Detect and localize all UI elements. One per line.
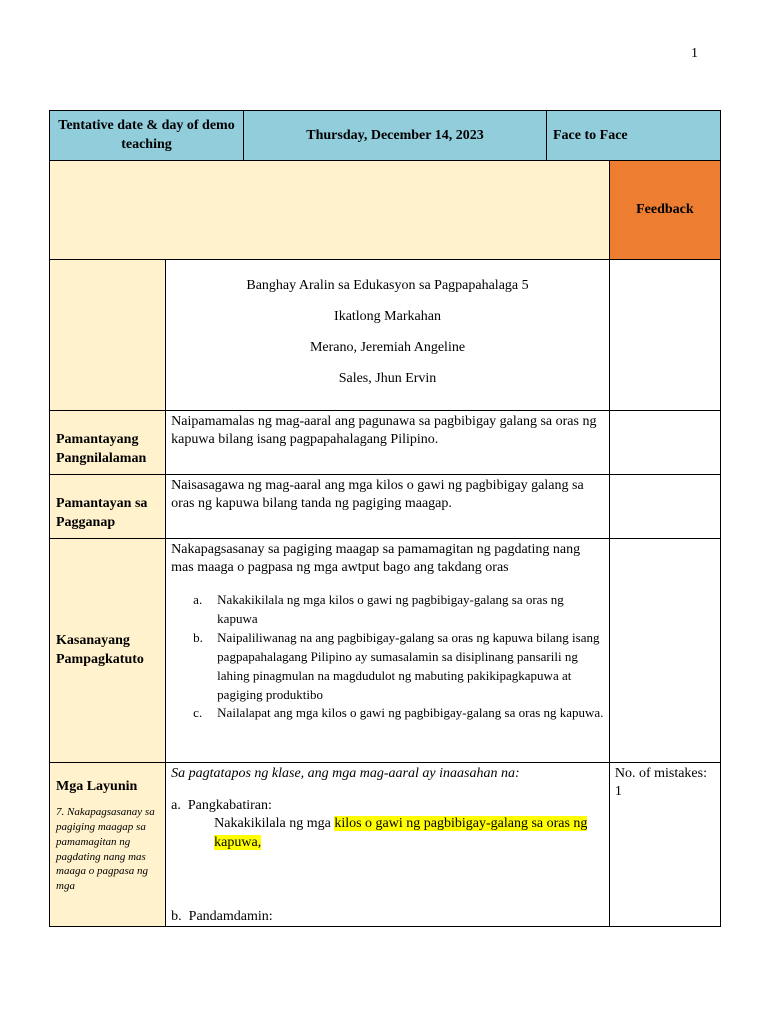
page-number: 1 — [691, 46, 698, 61]
competency-label: Kasanayang Pampagkatuto — [50, 539, 166, 763]
performance-standard-feedback — [609, 475, 720, 539]
plan-quarter: Ikatlong Markahan — [334, 309, 441, 324]
content-standard-feedback — [609, 411, 720, 475]
plan-info-row — [50, 260, 721, 411]
objective-a: a. Pangkabatiran: — [171, 798, 272, 814]
performance-standard-row — [50, 475, 721, 539]
lesson-plan-document — [49, 110, 721, 927]
competency-row — [50, 539, 721, 763]
content-standard-label: Pamantayang Pangnilalaman — [50, 411, 166, 475]
date-value: Thursday, December 14, 2023 — [244, 111, 547, 161]
competency-list — [171, 591, 604, 723]
competency-cell — [166, 539, 610, 763]
content-standard-row — [50, 411, 721, 475]
header-table — [49, 110, 721, 161]
objective-a-text: Nakakikilala ng mga kilos o gawi ng pagbibigay-galang sa oras ng kapuwa, — [214, 816, 588, 850]
plan-info-cell — [166, 260, 610, 411]
objective-b: b. Pandamdamin: — [171, 908, 273, 924]
feedback-header-row — [50, 161, 721, 260]
content-standard-text: Naipamamalas ng mag-aaral ang pagunawa sa pagbibigay galang sa oras ng kapuwa bilang isang pagpapahalagang Pilipino. — [166, 411, 610, 475]
objectives-intro: Sa pagtatapos ng klase, ang mga mag-aaral ay inaasahan na: — [171, 766, 520, 781]
list-item: b. Naipaliliwanag na ang pagbibigay-galang sa oras ng kapuwa bilang isang pagpapahalagang Pilipino ay sumasalamin sa disiplinang pansarili ng lahing pinagmulan na magdudulot ng mabuting pakikipagkapuwa at pagiging produktibo — [193, 630, 600, 702]
competency-feedback — [609, 539, 720, 763]
competency-intro: Nakapagsasanay sa pagiging maagap sa pamamagitan ng pagdating nang mas maaga o pagpasa ng mga awtput bago ang takdang oras — [171, 542, 581, 576]
list-item: c. Nailalapat ang mga kilos o gawi ng pagbibigay-galang sa oras ng kapuwa. — [193, 705, 604, 721]
plan-author-2: Sales, Jhun Ervin — [338, 371, 437, 386]
main-table — [49, 160, 721, 927]
feedback-heading: Feedback — [609, 161, 720, 260]
objectives-row — [50, 763, 721, 927]
mode-value: Face to Face — [547, 111, 721, 161]
plan-title: Banghay Aralin sa Edukasyon sa Pagpapahalaga 5 — [246, 278, 529, 293]
highlighted-text: kilos o gawi ng pagbibigay-galang sa oras ng kapuwa, — [214, 816, 588, 850]
performance-standard-text: Naisasagawa ng mag-aaral ang mga kilos o gawi ng pagbibigay galang sa oras ng kapuwa bilang tanda ng pagiging maagap. — [166, 475, 610, 539]
objectives-feedback: No. of mistakes: 1 — [609, 763, 720, 927]
plan-info-label-cell — [50, 260, 166, 411]
blank-header-cell — [50, 161, 610, 260]
performance-standard-label: Pamantayan sa Pagganap — [50, 475, 166, 539]
date-label: Tentative date & day of demo teaching — [50, 111, 244, 161]
objectives-label-cell — [50, 763, 166, 927]
plan-info-feedback-cell — [609, 260, 720, 411]
objectives-label: Mga Layunin — [56, 779, 138, 794]
list-item: a. Nakakikilala ng mga kilos o gawi ng pagbibigay-galang sa oras ng kapuwa — [193, 592, 564, 627]
objectives-note: 7. Nakapagsasanay sa pagiging maagap sa pamamagitan ng pagdating nang mas maaga o pagpasa ng mga — [56, 806, 155, 893]
objectives-cell — [166, 763, 610, 927]
plan-author-1: Merano, Jeremiah Angeline — [309, 340, 466, 355]
